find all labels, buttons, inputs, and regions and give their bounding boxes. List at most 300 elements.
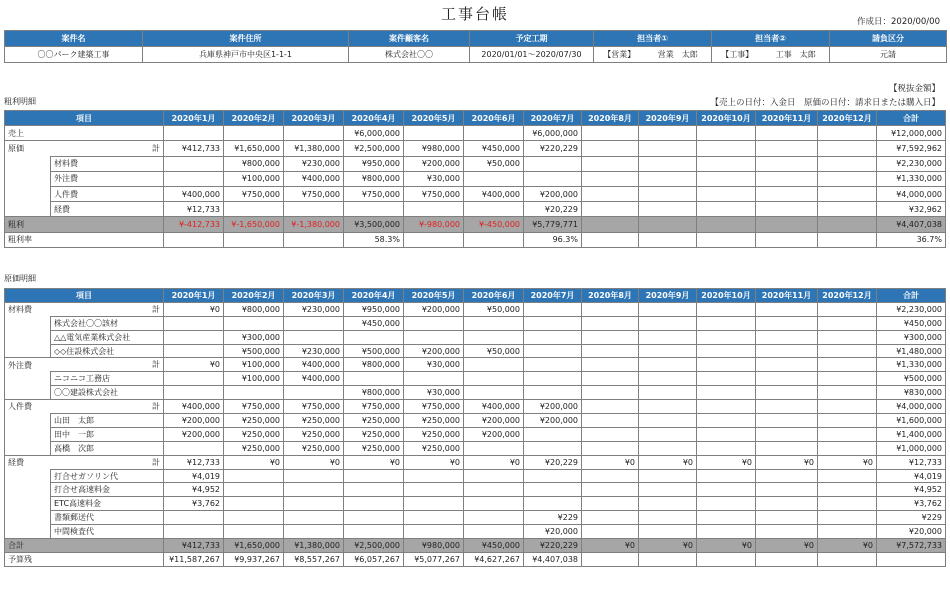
tax-note: 【税抜金額】 [888, 84, 940, 94]
month-value [344, 497, 404, 511]
month-value: ¥1,650,000 [224, 141, 284, 156]
table-row [5, 232, 946, 247]
row-total: ¥12,000,000 [877, 126, 946, 141]
month-value [464, 372, 524, 386]
month-value [818, 414, 877, 428]
month-value [464, 441, 524, 455]
month-value [582, 441, 639, 455]
month-value: ¥1,650,000 [224, 539, 284, 553]
info-header: 案件住所 [143, 31, 349, 47]
row-total: ¥12,733 [877, 455, 946, 469]
info-header: 案件顧客名 [349, 31, 470, 47]
row-total: ¥300,000 [877, 330, 946, 344]
table-row [5, 202, 946, 217]
month-value: ¥20,229 [524, 202, 582, 217]
month-value: ¥4,952 [164, 483, 224, 497]
month-value [639, 386, 697, 400]
row-sublabel: 打合せ高速料金 [51, 483, 164, 497]
month-value [818, 386, 877, 400]
month-value [818, 511, 877, 525]
month-value [818, 156, 877, 171]
month-value [756, 483, 818, 497]
project-info-table [4, 30, 947, 63]
gross-profit-table [4, 110, 946, 248]
table-row [5, 358, 946, 372]
month-value: ¥0 [164, 302, 224, 316]
month-value: ¥0 [284, 455, 344, 469]
month-value [284, 497, 344, 511]
month-value [464, 483, 524, 497]
month-value [464, 316, 524, 330]
month-value [464, 469, 524, 483]
month-value [756, 525, 818, 539]
person2-role: 【工事】 [712, 47, 763, 63]
row-category [5, 344, 51, 358]
row-category [5, 414, 51, 428]
info-header: 担当者② [712, 31, 830, 47]
column-header-month: 2020年4月 [344, 111, 404, 126]
month-value: ¥0 [639, 539, 697, 553]
month-value [697, 217, 756, 232]
person1-role: 【営業】 [594, 47, 645, 63]
month-value [697, 427, 756, 441]
month-value [164, 316, 224, 330]
table-row [5, 141, 946, 156]
column-header-month: 2020年9月 [639, 289, 697, 303]
month-value: ¥229 [524, 511, 582, 525]
month-value: ¥50,000 [464, 302, 524, 316]
month-value [582, 427, 639, 441]
month-value [464, 525, 524, 539]
month-value [756, 126, 818, 141]
month-value: ¥400,000 [464, 186, 524, 201]
month-value [639, 400, 697, 414]
month-value [524, 358, 582, 372]
month-value [818, 186, 877, 201]
month-value [818, 217, 877, 232]
month-value [224, 316, 284, 330]
row-total: ¥4,019 [877, 469, 946, 483]
row-category: 材料費 [5, 302, 51, 316]
month-value: ¥20,229 [524, 455, 582, 469]
month-value: ¥450,000 [464, 141, 524, 156]
month-value [164, 372, 224, 386]
month-value [697, 511, 756, 525]
table-row [5, 372, 946, 386]
month-value [756, 372, 818, 386]
month-value [582, 156, 639, 171]
month-value: ¥200,000 [524, 186, 582, 201]
table-row [5, 400, 946, 414]
month-value [582, 525, 639, 539]
month-value: ¥750,000 [284, 186, 344, 201]
month-value [524, 171, 582, 186]
row-category [5, 441, 51, 455]
month-value [164, 441, 224, 455]
month-value [582, 483, 639, 497]
month-value [639, 316, 697, 330]
month-value: ¥2,500,000 [344, 141, 404, 156]
month-value: ¥250,000 [404, 414, 464, 428]
month-value: ¥200,000 [464, 427, 524, 441]
row-category [5, 372, 51, 386]
table-row [5, 330, 946, 344]
table-row [5, 483, 946, 497]
month-value: ¥750,000 [224, 186, 284, 201]
month-value [639, 497, 697, 511]
month-value: ¥-1,650,000 [224, 217, 284, 232]
month-value [582, 344, 639, 358]
month-value: ¥8,557,267 [284, 552, 344, 566]
month-value [756, 497, 818, 511]
row-total [877, 552, 946, 566]
month-value [284, 483, 344, 497]
month-value [224, 202, 284, 217]
row-total: ¥1,330,000 [877, 358, 946, 372]
row-sublabel: 山田 太郎 [51, 414, 164, 428]
month-value: ¥200,000 [404, 302, 464, 316]
month-value: ¥750,000 [224, 400, 284, 414]
month-value [404, 511, 464, 525]
month-value [524, 386, 582, 400]
table-row [5, 455, 946, 469]
month-value: ¥250,000 [344, 427, 404, 441]
column-header-month: 2020年5月 [404, 289, 464, 303]
month-value: ¥500,000 [224, 344, 284, 358]
month-value: ¥12,733 [164, 202, 224, 217]
month-value [582, 217, 639, 232]
month-value [639, 330, 697, 344]
month-value [818, 372, 877, 386]
column-header-month: 2020年2月 [224, 111, 284, 126]
month-value: ¥1,380,000 [284, 539, 344, 553]
row-total: ¥32,962 [877, 202, 946, 217]
month-value: ¥-450,000 [464, 217, 524, 232]
column-header-month: 2020年11月 [756, 289, 818, 303]
section2-label: 原価明細 [4, 274, 36, 283]
month-value [818, 232, 877, 247]
month-value [697, 344, 756, 358]
row-total: ¥4,952 [877, 483, 946, 497]
month-value [756, 202, 818, 217]
column-header-month: 2020年5月 [404, 111, 464, 126]
month-value [224, 469, 284, 483]
month-value [464, 232, 524, 247]
row-total: ¥1,600,000 [877, 414, 946, 428]
row-category: 原価 [5, 141, 51, 156]
section1-label: 粗利明細 [4, 97, 36, 106]
month-value: ¥12,733 [164, 455, 224, 469]
month-value [224, 232, 284, 247]
month-value: ¥250,000 [224, 414, 284, 428]
row-total: 36.7% [877, 232, 946, 247]
row-total: ¥3,762 [877, 497, 946, 511]
month-value [697, 232, 756, 247]
month-value [344, 372, 404, 386]
column-header-month: 2020年7月 [524, 111, 582, 126]
month-value [524, 330, 582, 344]
month-value [639, 441, 697, 455]
month-value: ¥800,000 [344, 171, 404, 186]
table-row [5, 427, 946, 441]
table-row [5, 217, 946, 232]
month-value: ¥-412,733 [164, 217, 224, 232]
month-value: 96.3% [524, 232, 582, 247]
row-sublabel: ETC高速料金 [51, 497, 164, 511]
month-value [524, 441, 582, 455]
month-value [524, 316, 582, 330]
month-value: ¥0 [404, 455, 464, 469]
month-value [404, 232, 464, 247]
row-category [5, 386, 51, 400]
month-value [224, 511, 284, 525]
month-value: ¥400,000 [464, 400, 524, 414]
month-value [697, 202, 756, 217]
column-header-month: 2020年2月 [224, 289, 284, 303]
month-value [818, 330, 877, 344]
month-value [697, 400, 756, 414]
month-value [697, 316, 756, 330]
month-value: ¥50,000 [464, 156, 524, 171]
month-value [582, 141, 639, 156]
info-header: 担当者① [594, 31, 712, 47]
month-value [697, 483, 756, 497]
month-value [697, 302, 756, 316]
month-value [639, 483, 697, 497]
table-row [5, 156, 946, 171]
month-value: ¥450,000 [344, 316, 404, 330]
table-row [5, 441, 946, 455]
month-value: ¥980,000 [404, 141, 464, 156]
month-value: ¥980,000 [404, 539, 464, 553]
month-value [404, 469, 464, 483]
row-total: ¥229 [877, 511, 946, 525]
project-name: 〇〇パーク建築工事 [5, 47, 143, 63]
month-value [582, 358, 639, 372]
month-value [464, 511, 524, 525]
row-sublabel: 株式会社〇〇該材 [51, 316, 164, 330]
month-value [818, 483, 877, 497]
row-label: 粗利 [5, 217, 164, 232]
month-value [756, 186, 818, 201]
month-value [164, 330, 224, 344]
row-sublabel: 外注費 [51, 171, 164, 186]
month-value [818, 316, 877, 330]
month-value: ¥200,000 [404, 344, 464, 358]
column-header-month: 2020年8月 [582, 289, 639, 303]
month-value: ¥400,000 [284, 358, 344, 372]
month-value: ¥250,000 [404, 427, 464, 441]
month-value [697, 141, 756, 156]
month-value [756, 302, 818, 316]
month-value [639, 171, 697, 186]
month-value [818, 126, 877, 141]
month-value [404, 372, 464, 386]
row-total: ¥4,000,000 [877, 186, 946, 201]
row-subtotal-label: 計 [51, 141, 164, 156]
month-value: ¥250,000 [284, 414, 344, 428]
month-value [582, 126, 639, 141]
month-value [524, 302, 582, 316]
column-header-month: 2020年6月 [464, 289, 524, 303]
month-value: ¥800,000 [344, 358, 404, 372]
month-value [697, 156, 756, 171]
month-value [756, 316, 818, 330]
month-value: ¥230,000 [284, 344, 344, 358]
month-value [756, 427, 818, 441]
month-value: ¥200,000 [464, 414, 524, 428]
month-value [756, 414, 818, 428]
month-value [224, 126, 284, 141]
month-value: ¥250,000 [344, 414, 404, 428]
month-value [818, 400, 877, 414]
month-value [404, 483, 464, 497]
month-value: ¥200,000 [404, 156, 464, 171]
column-header-month: 2020年6月 [464, 111, 524, 126]
column-header-month: 2020年4月 [344, 289, 404, 303]
month-value [818, 525, 877, 539]
month-value [639, 511, 697, 525]
row-category: 経費 [5, 455, 51, 469]
month-value [524, 427, 582, 441]
month-value [697, 386, 756, 400]
month-value [697, 186, 756, 201]
month-value [344, 525, 404, 539]
month-value [756, 441, 818, 455]
table-row [5, 414, 946, 428]
month-value: ¥11,587,267 [164, 552, 224, 566]
month-value [756, 386, 818, 400]
project-address: 兵庫県神戸市中央区1-1-1 [143, 47, 349, 63]
month-value: ¥950,000 [344, 156, 404, 171]
column-header-month: 2020年11月 [756, 111, 818, 126]
row-category [5, 525, 51, 539]
row-total: ¥7,592,962 [877, 141, 946, 156]
month-value: ¥30,000 [404, 358, 464, 372]
month-value: ¥0 [582, 539, 639, 553]
month-value [464, 386, 524, 400]
month-value [224, 525, 284, 539]
row-sublabel: 〇〇建設株式会社 [51, 386, 164, 400]
month-value [524, 372, 582, 386]
table-row [5, 126, 946, 141]
column-header-month: 2020年9月 [639, 111, 697, 126]
month-value [639, 202, 697, 217]
month-value: ¥200,000 [164, 427, 224, 441]
month-value: ¥412,733 [164, 539, 224, 553]
month-value: ¥400,000 [164, 400, 224, 414]
month-value [164, 126, 224, 141]
row-subtotal-label: 計 [51, 400, 164, 414]
month-value [582, 232, 639, 247]
project-period: 2020/01/01～2020/07/30 [470, 47, 594, 63]
month-value [639, 126, 697, 141]
month-value [818, 552, 877, 566]
month-value [524, 469, 582, 483]
month-value: ¥400,000 [284, 372, 344, 386]
row-total: ¥20,000 [877, 525, 946, 539]
column-header-month: 2020年3月 [284, 111, 344, 126]
row-category [5, 156, 51, 171]
month-value [818, 358, 877, 372]
row-label: 粗利率 [5, 232, 164, 247]
month-value: ¥0 [582, 455, 639, 469]
month-value [818, 202, 877, 217]
month-value: ¥0 [224, 455, 284, 469]
table-row [5, 316, 946, 330]
month-value [344, 202, 404, 217]
month-value [756, 171, 818, 186]
month-value [818, 171, 877, 186]
month-value [818, 469, 877, 483]
month-value: ¥-980,000 [404, 217, 464, 232]
month-value: ¥400,000 [164, 186, 224, 201]
table-row [5, 497, 946, 511]
month-value [582, 400, 639, 414]
row-total: ¥1,330,000 [877, 171, 946, 186]
month-value: ¥200,000 [524, 414, 582, 428]
row-sublabel: 材料費 [51, 156, 164, 171]
month-value: ¥800,000 [224, 302, 284, 316]
month-value: ¥250,000 [224, 427, 284, 441]
month-value: ¥750,000 [404, 400, 464, 414]
month-value [756, 141, 818, 156]
month-value: ¥20,000 [524, 525, 582, 539]
month-value: ¥0 [639, 455, 697, 469]
row-sublabel: ニコニコ工務店 [51, 372, 164, 386]
row-total: ¥7,572,733 [877, 539, 946, 553]
row-category [5, 186, 51, 201]
month-value [582, 386, 639, 400]
row-sublabel: 打合せガソリン代 [51, 469, 164, 483]
month-value [639, 302, 697, 316]
month-value: ¥750,000 [344, 400, 404, 414]
month-value [464, 202, 524, 217]
row-total: ¥830,000 [877, 386, 946, 400]
month-value [284, 316, 344, 330]
row-sublabel: 高橋 次郎 [51, 441, 164, 455]
month-value: ¥6,000,000 [344, 126, 404, 141]
month-value: ¥-1,380,000 [284, 217, 344, 232]
month-value: ¥0 [344, 455, 404, 469]
month-value [344, 511, 404, 525]
person2-name: 工事 太郎 [763, 47, 830, 63]
info-header: 予定工期 [470, 31, 594, 47]
month-value [639, 372, 697, 386]
table-row [5, 186, 946, 201]
row-subtotal-label: 計 [51, 302, 164, 316]
table-row [5, 511, 946, 525]
month-value: ¥230,000 [284, 302, 344, 316]
month-value: ¥750,000 [344, 186, 404, 201]
month-value [464, 358, 524, 372]
month-value [164, 511, 224, 525]
column-header-month: 2020年8月 [582, 111, 639, 126]
month-value: ¥250,000 [284, 441, 344, 455]
month-value [697, 497, 756, 511]
row-total: ¥4,000,000 [877, 400, 946, 414]
month-value: ¥4,407,038 [524, 552, 582, 566]
month-value [582, 497, 639, 511]
month-value [404, 316, 464, 330]
month-value [524, 497, 582, 511]
month-value [697, 372, 756, 386]
row-total: ¥2,230,000 [877, 302, 946, 316]
month-value [164, 156, 224, 171]
row-sublabel: ◇◇住設株式会社 [51, 344, 164, 358]
month-value [697, 358, 756, 372]
month-value [639, 232, 697, 247]
